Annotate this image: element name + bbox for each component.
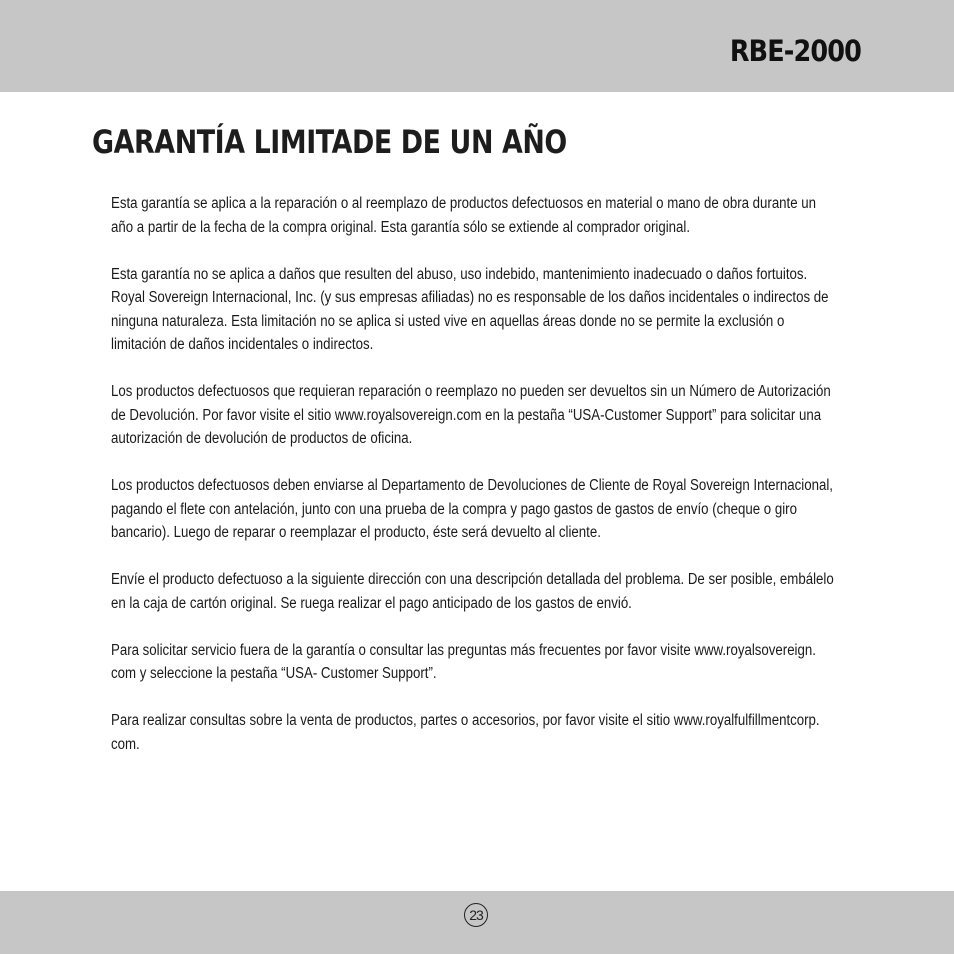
text-line: Los productos defectuosos deben enviarse al Departamento de Devoluciones de Cliente de Royal Sovereign Internacional, [111, 477, 833, 494]
text-line: limitación de daños incidentales o indirectos. [111, 336, 374, 353]
text-line: Royal Sovereign Internacional, Inc. (y sus empresas afiliadas) no es responsable de los daños incidentales o indirectos de [111, 289, 829, 306]
page-title: GARANTÍA LIMITADE DE UN AÑO [92, 123, 567, 161]
text-line: ninguna naturaleza. Esta limitación no se aplica si usted vive en aquellas áreas donde no se permite la exclusión o [111, 312, 785, 330]
text-line: Esta garantía se aplica a la reparación o al reemplazo de productos defectuosos en material o mano de obra durante un [111, 195, 817, 212]
header-bar [0, 0, 954, 92]
text-line: com. [111, 735, 140, 753]
page-number: 23 [464, 903, 488, 927]
text-line: Para realizar consultas sobre la venta de productos, partes o accesorios, por favor visite el sitio www.royalfulfillmentcorp. [111, 712, 820, 729]
text-line: com y seleccione la pestaña “USA- Customer Support”. [111, 665, 437, 682]
text-line: bancario). Luego de reparar o reemplazar el producto, éste será devuelto al cliente. [111, 524, 601, 541]
model-name: RBE-2000 [729, 34, 861, 68]
text-line: en la caja de cartón original. Se ruega realizar el pago anticipado de los gastos de envió. [111, 594, 632, 612]
paragraph-packaging [111, 568, 863, 615]
paragraph-exclusions [111, 263, 863, 357]
paragraph-return-authorization [111, 380, 863, 451]
text-line: de Devolución. Por favor visite el sitio www.royalsovereign.com en la pestaña “USA-Customer Support” para solicitar una [111, 406, 822, 424]
text-line: Esta garantía no se aplica a daños que resulten del abuso, uso indebido, mantenimiento inadecuado o daños fortuitos. [111, 265, 808, 283]
text-line: Para solicitar servicio fuera de la garantía o consultar las preguntas más frecuentes por favor visite www.royalsovereign. [111, 641, 816, 659]
text-line: año a partir de la fecha de la compra original. Esta garantía sólo se extiende al comprador original. [111, 218, 691, 236]
paragraph-out-of-warranty [111, 639, 863, 686]
paragraph-coverage [111, 192, 863, 239]
text-line: Envíe el producto defectuoso a la siguiente dirección con una descripción detallada del problema. De ser posible, embálelo [111, 571, 834, 588]
paragraph-shipping [111, 474, 863, 545]
text-line: Los productos defectuosos que requieran reparación o reemplazo no pueden ser devueltos sin un Número de Autorización [111, 383, 831, 400]
paragraph-sales-inquiries [111, 709, 863, 756]
text-line: autorización de devolución de productos de oficina. [111, 430, 413, 447]
text-line: pagando el flete con antelación, junto con una prueba de la compra y pago gastos de gastos de envío (cheque o giro [111, 500, 797, 518]
warranty-text [111, 192, 901, 780]
